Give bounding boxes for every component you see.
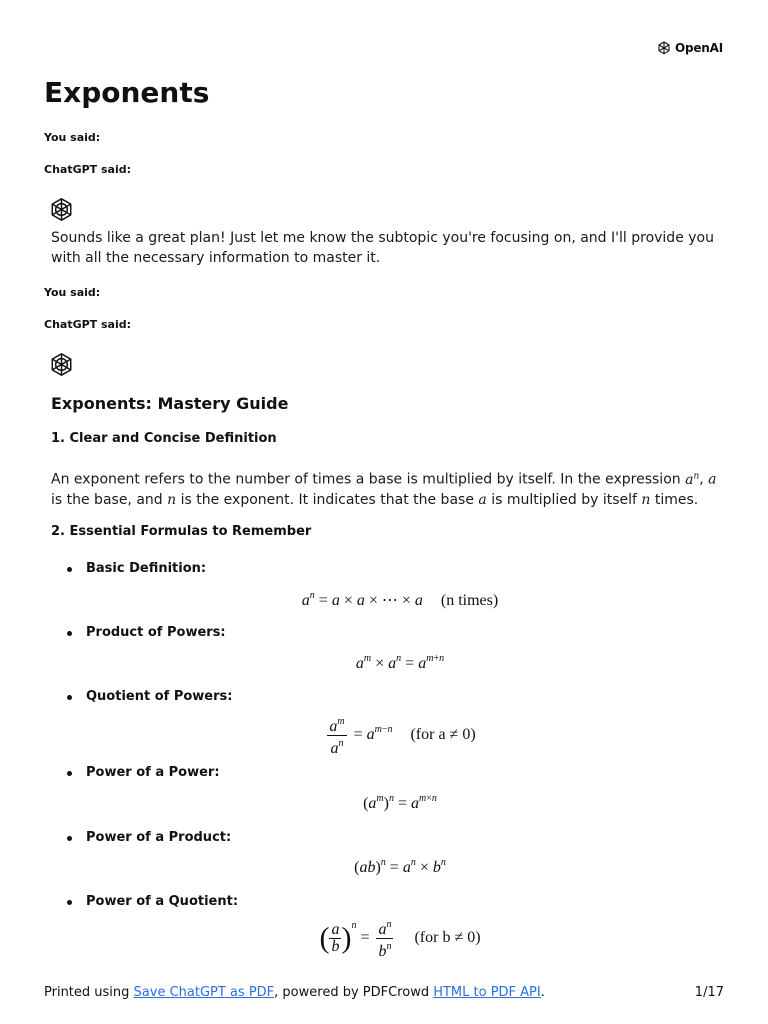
- assistant-said-label: ChatGPT said:: [44, 318, 132, 331]
- section-1-heading: 1. Clear and Concise Definition: [51, 431, 277, 446]
- chatgpt-avatar-icon: [48, 351, 75, 378]
- formula-quotient-of-powers: $\frac{a^m}{a^n}$ = $a^{m-n}$ (for a ≠ 0): [329, 716, 476, 757]
- user-said-label: You said:: [44, 286, 101, 299]
- formula-product-of-powers: $a^m \times a^n = a^{m+n}$: [355, 653, 445, 672]
- formula-item: [68, 689, 232, 704]
- formula-item: [68, 625, 226, 640]
- page-title: Exponents: [44, 76, 210, 109]
- formula-label: Power of a Quotient:: [86, 894, 239, 909]
- formula-item: [68, 765, 220, 780]
- save-chatgpt-pdf-link[interactable]: Save ChatGPT as PDF: [133, 985, 275, 1000]
- assistant-said-label: ChatGPT said:: [44, 163, 132, 176]
- brand-name: OpenAI: [674, 41, 723, 55]
- brand-logo: [656, 40, 723, 56]
- guide-heading: Exponents: Mastery Guide: [51, 394, 289, 413]
- formula-note: (n times): [440, 592, 499, 609]
- definition-text: is the base, and: [51, 491, 168, 508]
- math-var: n: [693, 471, 700, 481]
- definition-text: times.: [650, 491, 699, 508]
- footer-text: , powered by PDFCrowd: [274, 985, 434, 1000]
- formula-note: (for b ≠ 0): [414, 929, 481, 947]
- formula-label: Basic Definition:: [86, 561, 207, 576]
- assistant-message-1: Sounds like a great plan! Just let me know the subtopic you're focusing on, and I'll provide you with all the necessary information to master it.: [51, 230, 714, 266]
- formula-basic-definition: $a^n = a \times a$ × ⋯ × a (n times): [301, 590, 499, 609]
- math-expression: $a^n$: [685, 471, 700, 488]
- openai-logo-icon: [656, 40, 672, 56]
- chatgpt-avatar-icon: [48, 196, 75, 223]
- html-to-pdf-api-link[interactable]: HTML to PDF API: [433, 985, 541, 1000]
- formula-power-of-a-quotient: ( $\frac{a}{b}$ )$^n$ = $\frac{a^n}{b^n}$ (for b ≠ 0): [319, 919, 481, 960]
- formula-label: Quotient of Powers:: [86, 689, 233, 704]
- definition-text: is multiplied by itself: [486, 491, 642, 508]
- definition-text: is the exponent. It indicates that the base: [176, 491, 479, 508]
- formula-item: [68, 830, 231, 845]
- formula-power-of-a-power: $(a^m)^n = a^{m\times n}$: [363, 793, 437, 812]
- page-footer: [44, 985, 724, 1000]
- math-var: n: [167, 491, 177, 508]
- footer-text: Printed using: [44, 985, 134, 1000]
- formula-power-of-a-product: $(ab)^n = a^n \times b^n$: [354, 857, 446, 876]
- math-var: n: [641, 491, 651, 508]
- definition-text: An exponent refers to the number of times a base is multiplied by itself. In the expression: [51, 471, 686, 488]
- formula-item: [68, 894, 238, 909]
- math-var: a: [478, 491, 487, 508]
- formula-item: [68, 561, 206, 576]
- user-said-label: You said:: [44, 131, 101, 144]
- formula-note: (for a ≠ 0): [410, 726, 476, 744]
- formula-label: Power of a Product:: [86, 830, 232, 845]
- math-var: a: [708, 471, 717, 488]
- formula-label: Product of Powers:: [86, 625, 226, 640]
- section-2-heading: 2. Essential Formulas to Remember: [51, 524, 312, 539]
- page-number: 1/17: [694, 985, 724, 1000]
- definition-paragraph: An exponent refers to the number of times a base is multiplied by itself. In the expression $a^n$, a is the base, and n is the exponent. It indicates that the base a is multiplied by itself n times.: [51, 471, 717, 508]
- formula-label: Power of a Power:: [86, 765, 220, 780]
- footer-text: .: [540, 985, 545, 1000]
